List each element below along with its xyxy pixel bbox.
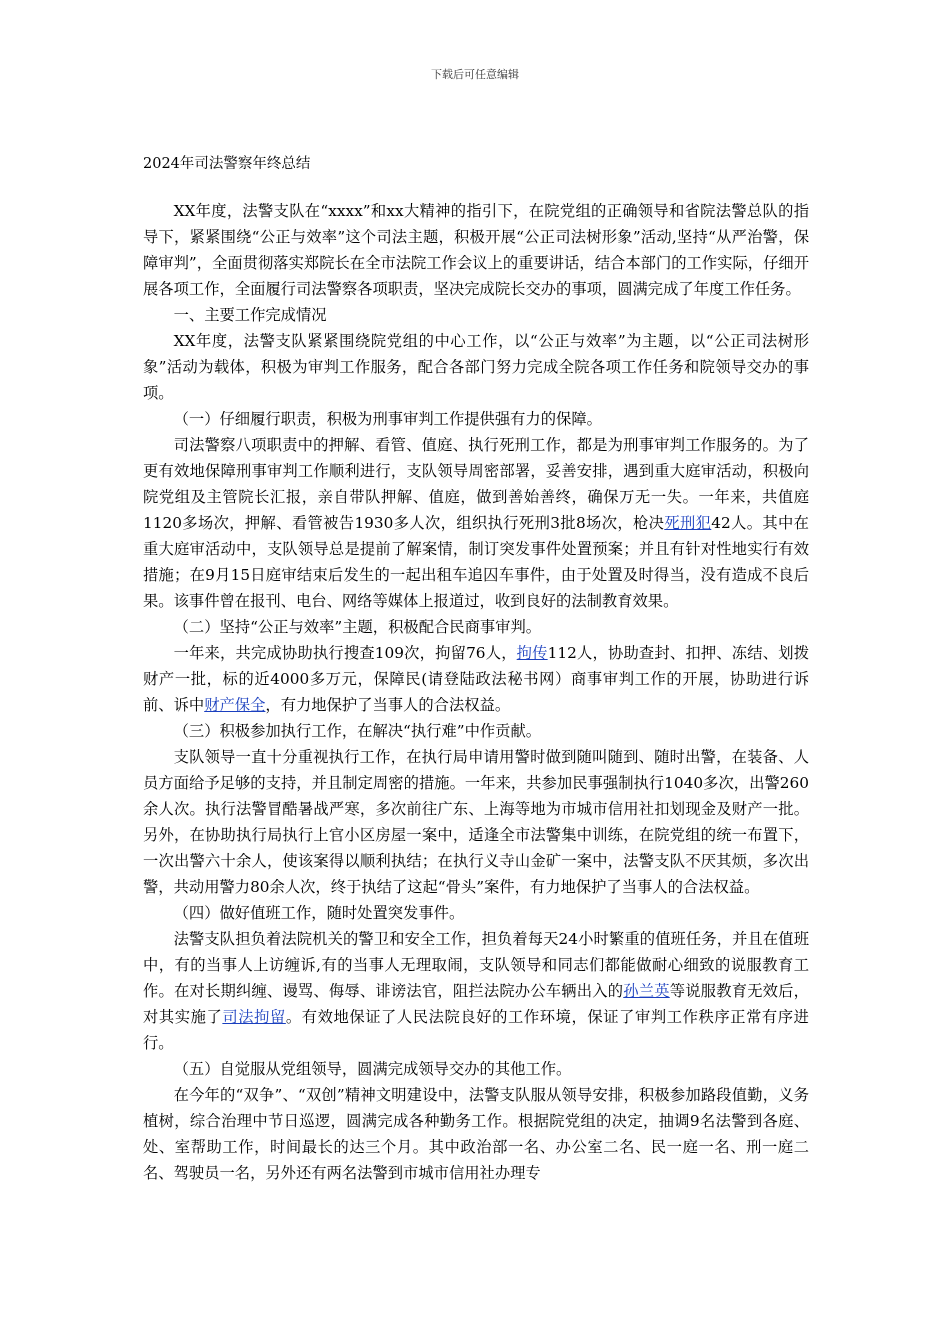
paragraph-text: （三）积极参加执行工作，在解决“执行难”中作贡献。: [173, 722, 542, 740]
paragraph-text: （一）仔细履行职责，积极为刑事审判工作提供强有力的保障。: [173, 410, 602, 428]
paragraph: [143, 614, 809, 640]
paragraph-text: （五）自觉服从党组领导，圆满完成领导交办的其他工作。: [173, 1060, 572, 1078]
paragraph-text: 。有效地保证了人民法院良好的工作环境，保证了审判工作秩序正常有序进行。: [143, 1008, 809, 1052]
paragraph-text: 一、主要工作完成情况: [173, 306, 327, 324]
inline-link[interactable]: 孙兰英: [623, 982, 670, 1000]
paragraph-text: 一年来，共完成协助执行搜查109次，拘留76人，: [173, 644, 517, 662]
paragraph-text: 支队领导一直十分重视执行工作，在执行局申请用警时做到随叫随到、随时出警，在装备、人员方面给予足够的支持，并且制定周密的措施。一年来，共参加民事强制执行1040多次，出警260余人次。执行法警冒酷暑战严寒，多次前往广东、上海等地为市城市信用社扣划现金及财产一批。另外，在协助执行局执行上官小区房屋一案中，适逢全市法警集中训练，在院党组的统一布置下，一次出警六十余人，使该案得以顺利执结；在执行义寺山金矿一案中，法警支队不厌其烦，多次出警，共动用警力80余人次，终于执结了这起“骨头”案件，有力地保护了当事人的合法权益。: [143, 748, 809, 896]
inline-link[interactable]: 死刑犯: [664, 514, 712, 532]
paragraph-text: （四）做好值班工作，随时处置突发事件。: [173, 904, 465, 922]
inline-link[interactable]: 司法拘留: [222, 1008, 286, 1026]
paragraph-text: 司法警察八项职责中的押解、看管、值庭、执行死刑工作，都是为刑事审判工作服务的。为了更有效地保障刑事审判工作顺利进行，支队领导周密部署，妥善安排，遇到重大庭审活动，积极向院党组及主管院长汇报，亲自带队押解、值庭，做到善始善终，确保万无一失。一年来，共值庭1120多场次，押解、看管被告1930多人次，组织执行死刑3批8场次，枪决: [143, 436, 809, 532]
paragraph: [143, 302, 809, 328]
paragraph: [143, 328, 809, 406]
inline-link[interactable]: 财产保全: [204, 696, 266, 714]
inline-link[interactable]: 拘传: [516, 644, 548, 662]
paragraph: [143, 640, 809, 718]
paragraph: [143, 900, 809, 926]
document-title: 2024年司法警察年终总结: [143, 156, 311, 172]
paragraph: [143, 1082, 809, 1186]
paragraph: [143, 926, 809, 1056]
paragraph: [143, 1056, 809, 1082]
paragraph-text: 在今年的“双争”、“双创”精神文明建设中，法警支队服从领导安排，积极参加路段值勤，义务植树，综合治理中节日巡逻，圆满完成各种勤务工作。根据院党组的决定，抽调9名法警到各庭、处、室帮助工作，时间最长的达三个月。其中政治部一名、办公室二名、民一庭一名、刑一庭二名、驾驶员一名，另外还有两名法警到市城市信用社办理专: [143, 1086, 809, 1182]
paragraph-text: （二）坚持“公正与效率”主题，积极配合民商事审判。: [173, 618, 542, 636]
paragraph-text: 法警支队担负着法院机关的警卫和安全工作，担负着每天24小时繁重的值班任务，并且在值班中，有的当事人上访缠诉,有的当事人无理取闹，支队领导和同志们都能做耐心细致的说服教育工作。在对长期纠缠、谩骂、侮辱、诽谤法官，阻拦法院办公车辆出入的: [143, 930, 809, 1000]
paragraph-text: XX年度，法警支队在“xxxx”和xx大精神的指引下，在院党组的正确领导和省院法警总队的指导下，紧紧围绕“公正与效率”这个司法主题，积极开展“公正司法树形象”活动,坚持“从严治警，保障审判”，全面贯彻落实郑院长在全市法院工作会议上的重要讲话，结合本部门的工作实际，仔细开展各项工作，全面履行司法警察各项职责，坚决完成院长交办的事项，圆满完成了年度工作任务。: [143, 202, 809, 298]
paragraph: [143, 406, 809, 432]
document-body: [143, 198, 809, 1186]
paragraph: [143, 432, 809, 614]
paragraph-text: 等说服教育无效后，对其实施了: [143, 982, 809, 1026]
paragraph-text: 42人。其中在重大庭审活动中，支队领导总是提前了解案情，制订突发事件处置预案；并且有针对性地实行有效措施；在9月15日庭审结束后发生的一起出租车追囚车事件，由于处置及时得当，没有造成不良后果。该事件曾在报刊、电台、网络等媒体上报道过，收到良好的法制教育效果。: [143, 514, 809, 610]
page-header: 下载后可任意编辑: [431, 68, 519, 81]
paragraph: [143, 718, 809, 744]
paragraph-text: XX年度，法警支队紧紧围绕院党组的中心工作，以“公正与效率”为主题，以“公正司法树形象”活动为载体，积极为审判工作服务，配合各部门努力完成全院各项工作任务和院领导交办的事项。: [143, 332, 809, 402]
paragraph-text: ，有力地保护了当事人的合法权益。: [265, 696, 511, 714]
paragraph-text: 112人，协助查封、扣押、冻结、划拨财产一批，标的近4000多万元，保障民(请登陆政法秘书网）商事审判工作的开展，协助进行诉前、诉中: [143, 644, 809, 714]
paragraph: [143, 744, 809, 900]
paragraph: [143, 198, 809, 302]
